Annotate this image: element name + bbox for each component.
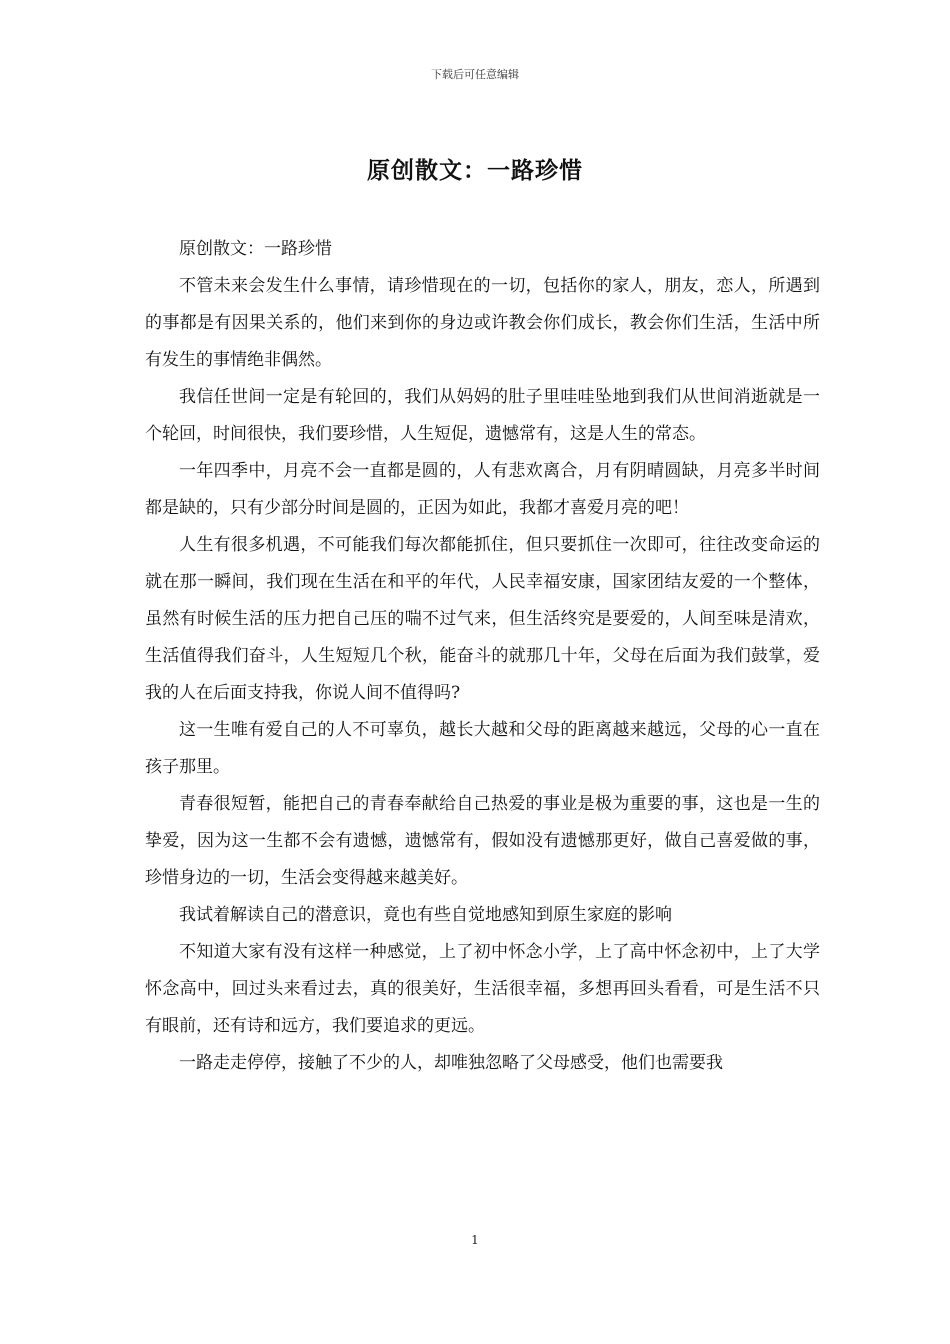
- paragraph: 一年四季中，月亮不会一直都是圆的，人有悲欢离合，月有阴晴圆缺，月亮多半时间都是缺的，只有少部分时间是圆的，正因为如此，我都才喜爱月亮的吧！: [145, 461, 820, 518]
- page-number: 1: [471, 1233, 479, 1247]
- paragraph: 原创散文：一路珍惜: [179, 239, 332, 259]
- paragraph: 我试着解读自己的潜意识，竟也有些自觉地感知到原生家庭的影响: [179, 905, 672, 925]
- header-note: 下载后可任意编辑: [431, 68, 519, 81]
- document-title: 原创散文：一路珍惜: [367, 157, 583, 184]
- paragraph: 不管未来会发生什么事情，请珍惜现在的一切，包括你的家人，朋友，恋人，所遇到的事都是有因果关系的，他们来到你的身边或许教会你们成长，教会你们生活，生活中所有发生的事情绝非偶然。: [145, 276, 820, 370]
- paragraph: 一路走走停停，接触了不少的人，却唯独忽略了父母感受，他们也需要我: [179, 1053, 723, 1073]
- paragraph: 青春很短暂，能把自己的青春奉献给自己热爱的事业是极为重要的事，这也是一生的挚爱，因为这一生都不会有遗憾，遗憾常有，假如没有遗憾那更好，做自己喜爱做的事，珍惜身边的一切，生活会变得越来越美好。: [145, 794, 820, 888]
- paragraph: 人生有很多机遇，不可能我们每次都能抓住，但只要抓住一次即可，往往改变命运的就在那一瞬间，我们现在生活在和平的年代，人民幸福安康，国家团结友爱的一个整体，虽然有时候生活的压力把自己压的喘不过气来，但生活终究是要爱的，人间至味是清欢，生活值得我们奋斗，人生短短几个秋，能奋斗的就那几十年，父母在后面为我们鼓掌，爱我的人在后面支持我，你说人间不值得吗?: [145, 535, 820, 703]
- paragraph: 不知道大家有没有这样一种感觉，上了初中怀念小学，上了高中怀念初中，上了大学怀念高中，回过头来看过去，真的很美好，生活很幸福，多想再回头看看，可是生活不只有眼前，还有诗和远方，我们要追求的更远。: [145, 942, 820, 1036]
- paragraph: 这一生唯有爱自己的人不可辜负，越长大越和父母的距离越来越远，父母的心一直在孩子那里。: [145, 720, 820, 777]
- paragraph: 我信任世间一定是有轮回的，我们从妈妈的肚子里哇哇坠地到我们从世间消逝就是一个轮回，时间很快，我们要珍惜，人生短促，遗憾常有，这是人生的常态。: [145, 387, 820, 444]
- document-body: [145, 231, 820, 1082]
